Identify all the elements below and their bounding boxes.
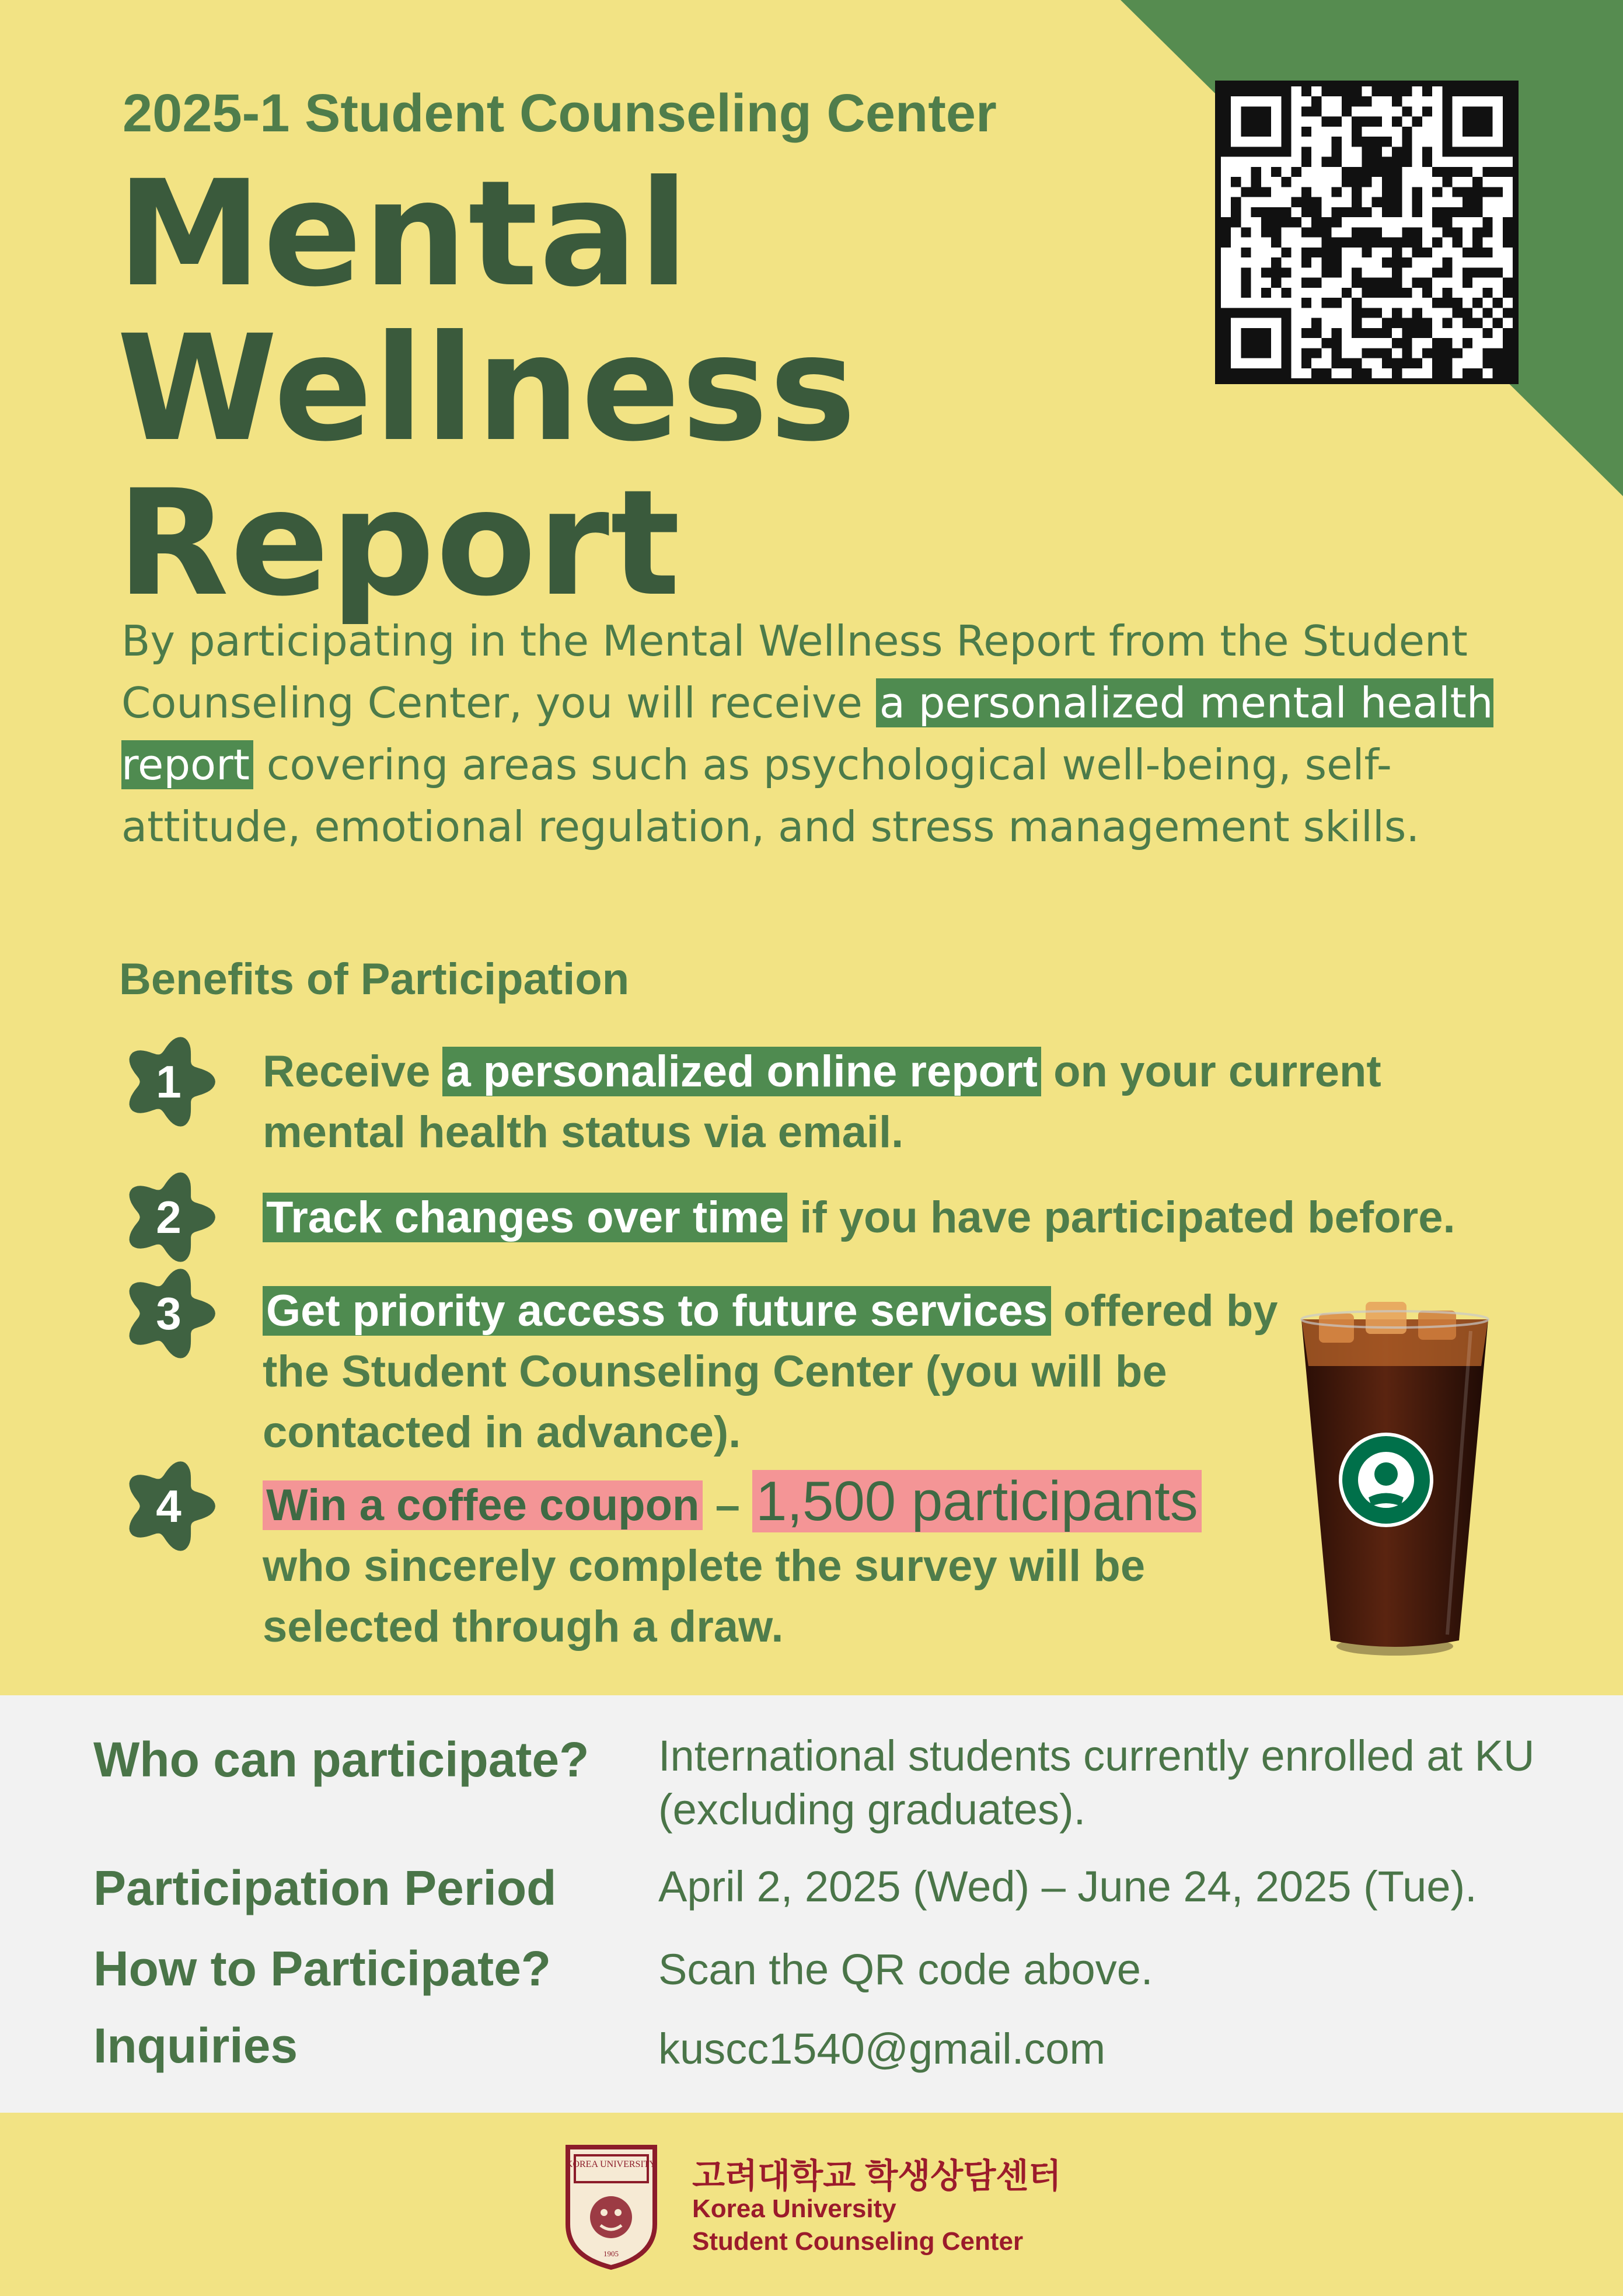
number-badge-2	[119, 1168, 218, 1267]
benefit-text: who sincerely complete the survey will be selected through a draw.	[263, 1541, 1146, 1652]
benefit-highlight-pink: Win a coffee coupon	[263, 1480, 703, 1530]
inquiries-email[interactable]: kuscc1540@gmail.com	[658, 2025, 1106, 2073]
logo-text: KOREA UNIVERSITY	[566, 2159, 657, 2169]
badge-number: 3	[156, 1288, 182, 1340]
subtitle: 2025-1 Student Counseling Center	[123, 83, 997, 143]
intro-text: covering areas such as psychological well-being, self-attitude, emotional regulation, and stress management skills.	[121, 740, 1420, 851]
footer-line: Korea University	[692, 2194, 896, 2223]
number-badge-3	[119, 1264, 218, 1363]
benefit-text: Receive	[263, 1047, 443, 1096]
how-value: Scan the QR code above.	[658, 1945, 1153, 1994]
benefit-highlight: Track changes over time	[263, 1193, 787, 1242]
intro-paragraph	[121, 610, 1522, 858]
benefit-item-4	[263, 1471, 1266, 1657]
badge-number: 4	[156, 1480, 182, 1532]
benefit-highlight-pink-large: 1,500 participants	[752, 1470, 1202, 1532]
benefits-heading: Benefits of Participation	[119, 954, 630, 1004]
footer-english-name	[692, 2193, 1023, 2258]
info-panel	[0, 1695, 1623, 2113]
who-value: International students currently enrolled at KU (excluding graduates).	[658, 1731, 1535, 1834]
footer-korean-name: 고려대학교 학생상담센터	[692, 2157, 1062, 2195]
benefit-item-1	[263, 1041, 1500, 1163]
inquiries-label: Inquiries	[93, 2018, 298, 2073]
title-line: Report	[117, 458, 682, 628]
benefit-text: –	[703, 1480, 752, 1530]
title-line: Wellness	[117, 304, 857, 473]
qr-code-icon[interactable]	[1215, 81, 1519, 384]
who-label: Who can participate?	[93, 1732, 589, 1787]
benefit-text: if you have participated before.	[787, 1193, 1456, 1242]
benefit-text: offered by the Student Counseling Center (you will be contacted in advance).	[263, 1286, 1278, 1457]
footer-line: Student Counseling Center	[692, 2227, 1024, 2256]
intro-text: By participating in the Mental Wellness Report from the Student Counseling Center, you will receive	[121, 616, 1468, 727]
benefit-highlight: Get priority access to future services	[263, 1286, 1051, 1336]
iced-coffee-icon	[1296, 1296, 1494, 1658]
benefit-item-2	[263, 1187, 1576, 1248]
number-badge-4	[119, 1457, 218, 1556]
badge-number: 2	[156, 1191, 182, 1243]
title-line: Mental	[117, 149, 690, 319]
period-value: April 2, 2025 (Wed) – June 24, 2025 (Tue).	[658, 1862, 1477, 1911]
benefit-highlight: a personalized online report	[442, 1047, 1041, 1096]
logo-year: 1905	[603, 2249, 619, 2258]
period-label: Participation Period	[93, 1861, 557, 1915]
how-label: How to Participate?	[93, 1941, 552, 1996]
number-badge-1	[119, 1032, 218, 1131]
benefit-item-3	[263, 1281, 1290, 1463]
badge-number: 1	[156, 1056, 182, 1108]
benefit-text: on your current mental health status via email.	[263, 1047, 1381, 1157]
korea-university-logo	[563, 2142, 659, 2271]
intro-highlight: a personalized mental health report	[121, 678, 1493, 789]
page-title	[117, 149, 857, 628]
